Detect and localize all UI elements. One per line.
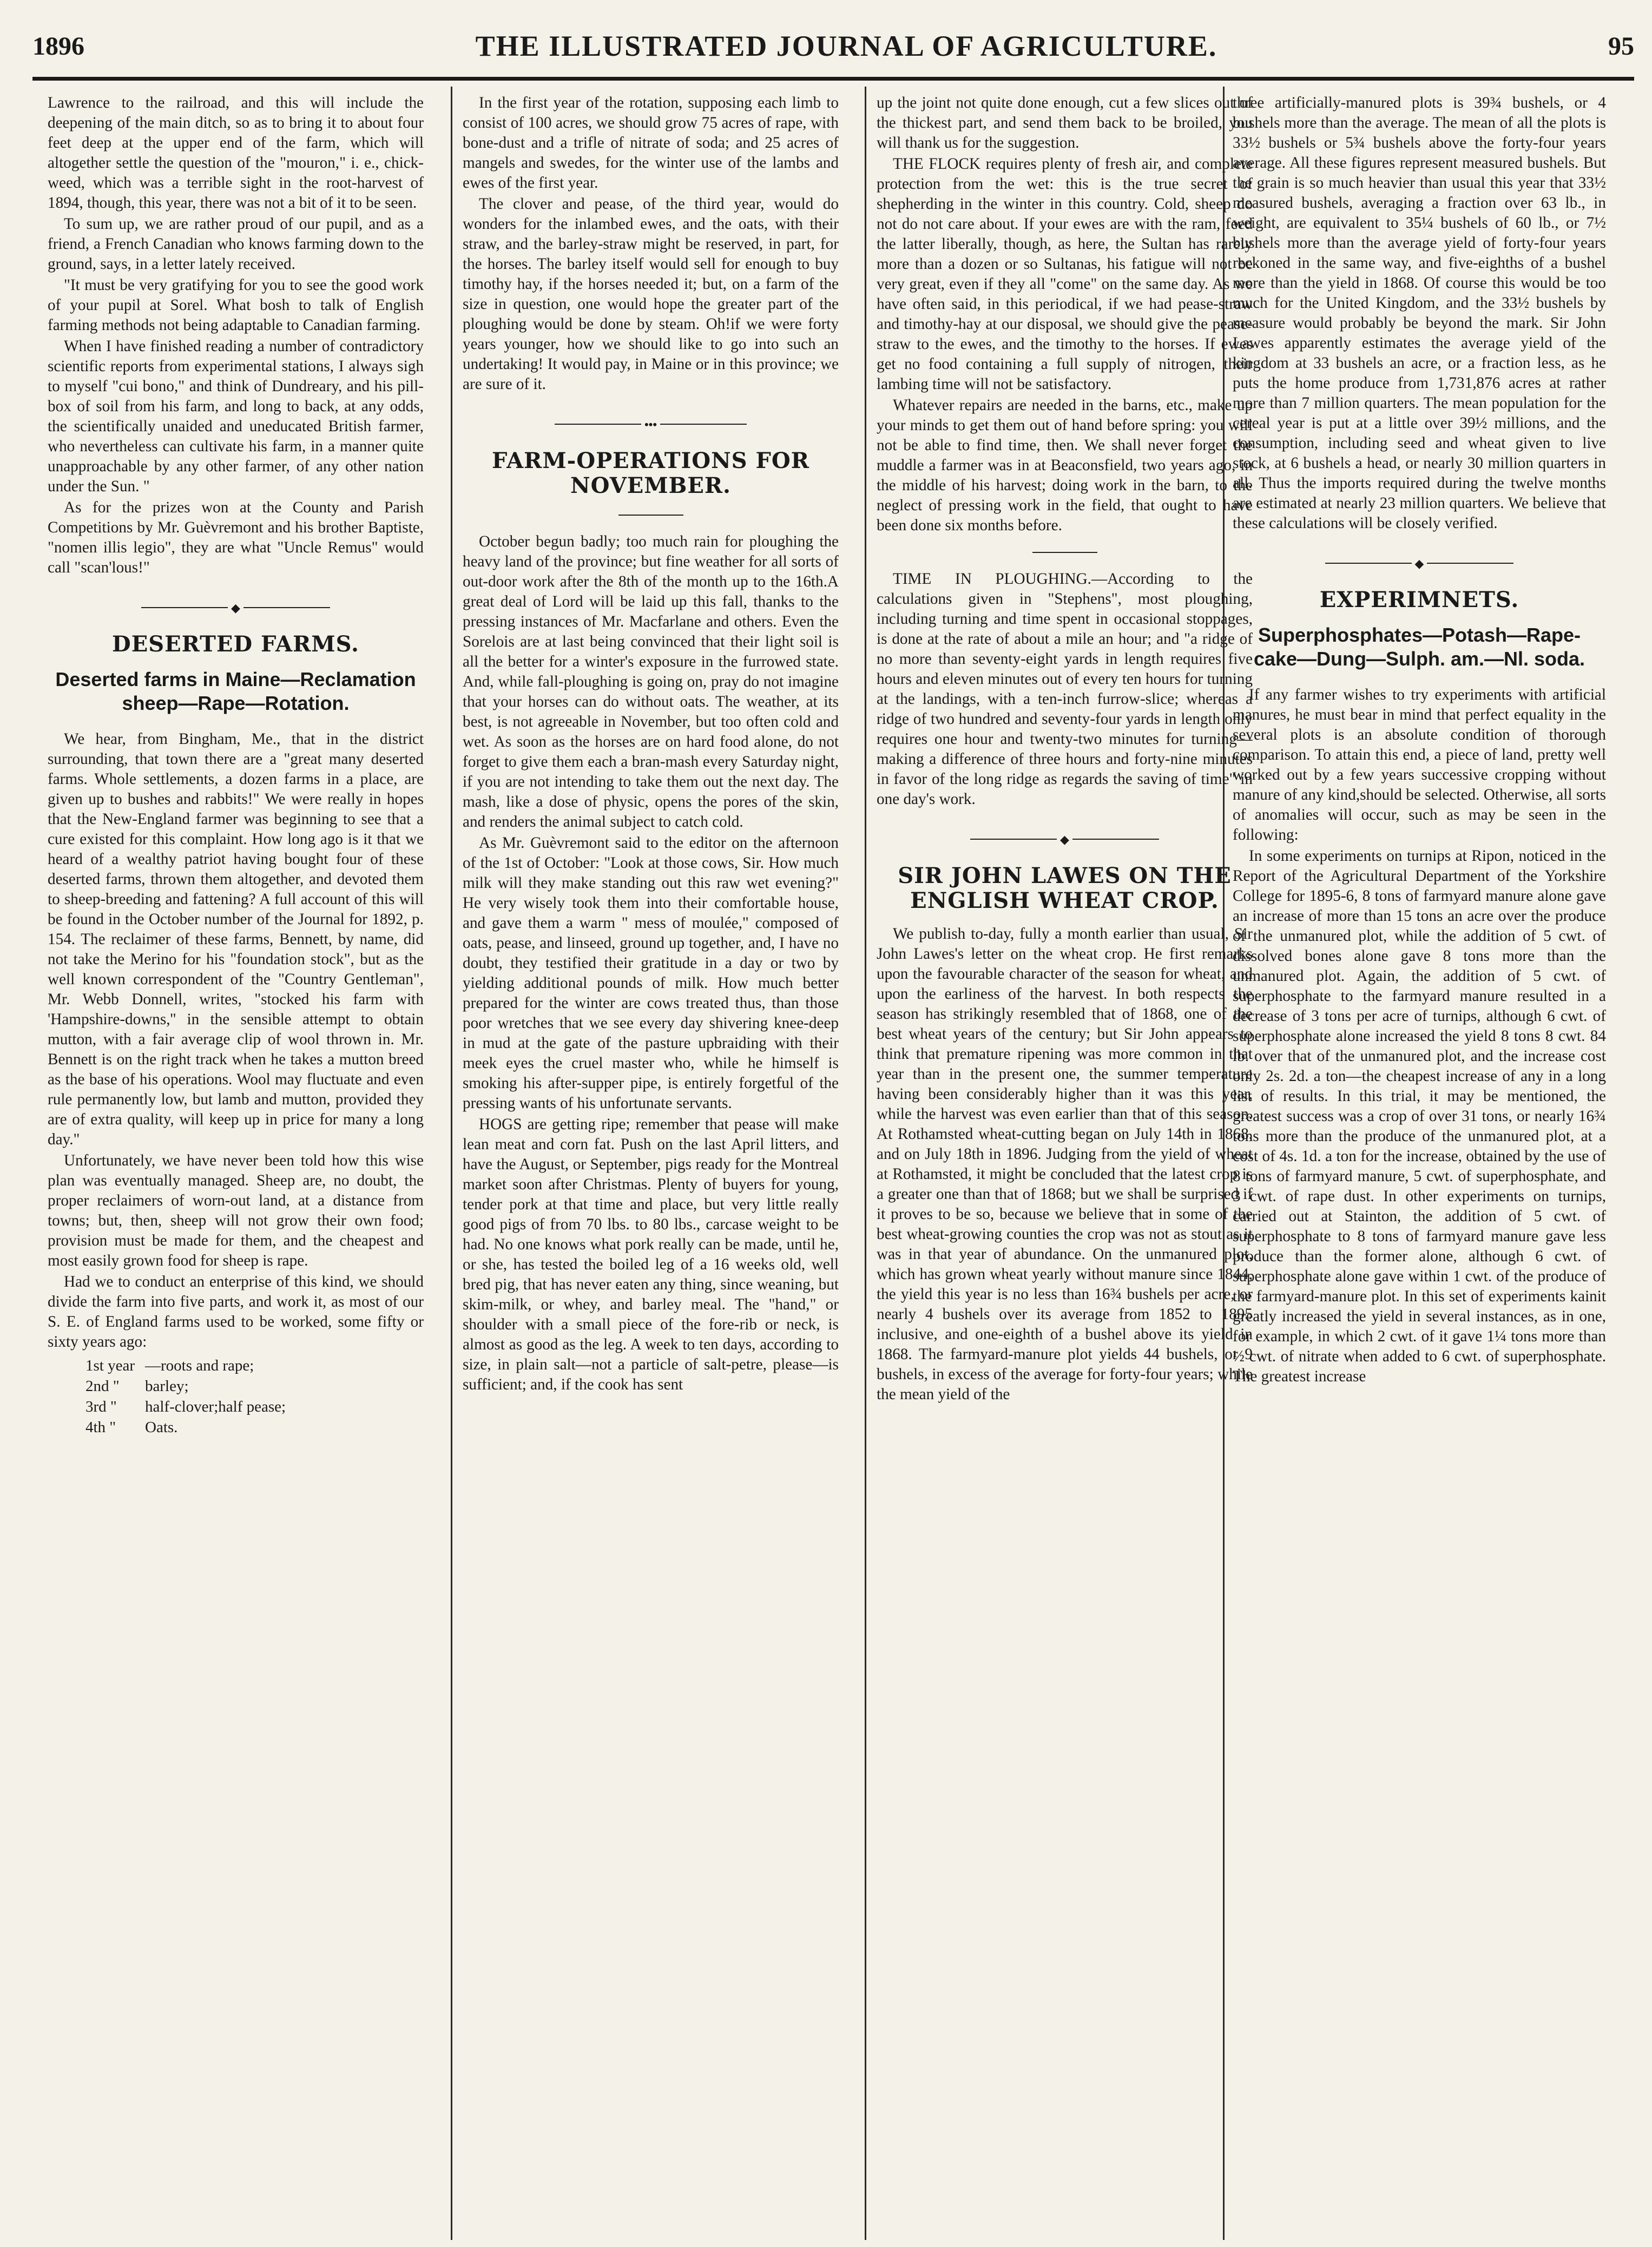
title-rule <box>618 515 683 516</box>
paragraph: Whatever repairs are needed in the barns, etc., make up your minds to get them out of hand before spring: you will not be able to find time, then. We shall never forget the muddle a farmer was in at Beaconsfield, two years ago, in the middle of his harvest; doing work in the barn, to the neglect of pressing work in the field, that ought to have been done six months before. <box>877 397 1253 534</box>
paragraph: HOGS are getting ripe; remember that pease will make lean meat and corn fat. Push on the last April litters, and have the August, or September, pigs ready for the Montreal market soon after Christmas. Plenty of buyers for young, tender pork at that time and place, but very little really good pigs of from 70 lbs. to 80 lbs., carcase weight to be had. No one knows what pork really can be made, until he, or she, has tested the boiled leg of a 16 weeks old, well bred pig, that has never eaten any thing, since weaning, but skim-milk, or whey, and barley meal. The "hand," or shoulder with a small piece of the fore-rib or neck, is almost as good as the leg. A week to ten days, according to size, in plain salt—not a particle of salt-petre, please—is sufficient; and, if the cook has sent <box>463 1115 839 1393</box>
paragraph: We hear, from Bingham, Me., that in the district surrounding, that town there are a "great many deserted farms. Whole settlements, a dozen farms in a place, are given up to bushes and rabbits!" We were really in hopes that the New-England farmer was beginning to see that a cure existed for this complaint. How long ago is it that we heard of a wealthy patriot having bought four of these deserted farms, thrown them altogether, and devoted them to sheep-breeding and fattening? A full account of this will be found in the October number of the Journal for 1892, p. 154. The reclaimer of these farms, Bennett, by name, did not take the Merino for his "foundation stock", but as the well known correspondent of the "Country Gentleman", Mr. Webb Donnell, writes, "stocked his farm with 'Hampshire-downs,'' in the sensible attempt to obtain mutton, with a fair average clip of wool thrown in. Mr. Bennett is on the right track when he takes a mutton breed as the base of his operations. Wool may fluctuate and even rule permanently low, but lamb and mutton, provided they are of extra quality, will keep up in price for many a long day." <box>48 730 424 1148</box>
column-3 <box>877 93 1253 2230</box>
section-title: EXPERIMNETS. <box>1319 587 1519 612</box>
column-4 <box>1233 93 1606 2230</box>
page-number: 95 <box>1608 31 1634 61</box>
paragraph: When I have finished reading a number of contradictory scientific reports from experimental stations, I always sigh to myself "cui bono," and think of Dundreary, and his pill-box of soil from his farm, and long to back, at any odds, the scientifically unaided and uneducated British farmer, who nevertheless can cultivate his farm, in a manner quite unapproachable by any other farmer, of any other nation under the Sun. " <box>48 338 424 495</box>
section-title: SIR JOHN LAWES ON THE ENGLISH WHEAT CROP. <box>898 862 1232 913</box>
header-year: 1896 <box>32 31 84 61</box>
paragraph: Had we to conduct an enterprise of this kind, we should divide the farm into five parts, and work it, as most of our S. E. of England farms used to be worked, some fifty or sixty years ago: <box>48 1273 424 1350</box>
article-subtitle: Superphosphates—Potash—Rape-cake—Dung—Sulph. am.—Nl. soda. <box>1253 623 1585 670</box>
separator-rule <box>1032 552 1097 553</box>
paragraph: three artificially-manured plots is 39¾ bushels, or 4 bushels more than the average. The mean of all the plots is 33½ bushels or 5¾ bushels above the forty-four years average. All these figures represent measured bushels. But the grain is so much heavier than usual this year that 33½ measured bushels, averaging a fraction over 63 lb., in weight, are equivalent to 35¼ bushels of 60 lb., or 7½ bushels more than the average yield of forty-four years reckoned in the same way, and five-eighths of a bushel more than the yield in 1868. Of course this would be too much for the United Kingdom, and the 33½ bushels by measure would probably be beyond the mark. Sir John Lawes apparently estimates the average yield of the kingdom at 33 bushels an acre, or a fraction less, as he puts the home produce from 1,731,876 acres at rather more than 7 million quarters. The mean population for the cereal year is put at a little over 39½ millions, and the consumption, including seed and wheat given to live stock, at 6 bushels a head, or nearly 30 million quarters in all. Thus the imports required during the twelve months are estimated at nearly 23 million quarters. We believe that these calculations will be closely verified. <box>1233 94 1606 532</box>
section-ornament: ◆ <box>1233 552 1606 574</box>
running-head <box>32 23 1634 69</box>
article-subtitle: Deserted farms in Maine—Reclamation sheep—Rape—Rotation. <box>55 668 416 714</box>
rotation-list <box>85 1355 424 1438</box>
column-2 <box>463 93 839 2230</box>
column-1 <box>48 93 424 2230</box>
paragraph: October begun badly; too much rain for ploughing the heavy land of the province; but fine weather for all sorts of out-door work after the 8th of the month up to the 16th.A great deal of Lord will be laid up this fall, thanks to the pressing instances of Mr. Macfarlane and others. Even the Sorelois are at last being convinced that their light soil is all the better for a winter's exposure in the furrowed state. And, while fall-ploughing is going on, pray do not imagine that your horses can do without oats. The weather, at its best, is not agreeable in November, but too often cold and wet. As soon as the horses are on hard food alone, do not forget to give them each a bran-mash every Saturday night, if you are not intending to take them out the next day. The mash, like a dose of physic, opens the pores of the skin, and renders the animal subject to catch cold. <box>463 532 839 831</box>
paragraph: To sum up, we are rather proud of our pupil, and as a friend, a French Canadian who knows farming down to the ground, says, in a letter lately received. <box>48 215 424 273</box>
section-ornament: ••• <box>463 413 839 434</box>
header-rule <box>32 77 1634 81</box>
rotation-item: 1st year —roots and rape; <box>85 1356 254 1374</box>
paragraph: THE FLOCK requires plenty of fresh air, and complete protection from the wet: this is the true secret of shepherding in the winter in this country. Cold, sheep do not do not care about. If your ewes are with the ram, feed the latter liberally, though, as here, the Sultan has rarely more than a dozen or so Sultanas, his fatigue will not be very great, even if they all "come" on the same day. As we have often said, in this periodical, if we had pease-straw and timothy-hay at our disposal, we should give the pease-straw to the ewes, and the timothy to the horses. If ewes get no food containing a full supply of nitrogen, their lambing time will not be satisfactory. <box>877 155 1253 393</box>
paragraph: The clover and pease, of the third year, would do wonders for the inlambed ewes, and the oats, with their straw, and the barley-straw might be reserved, in part, for the horses. The barley itself would sell for enough to buy timothy hay, if the horses needed it; but, on a farm of the size in question, one would hope the greater part of the ploughing would be done by steam. Oh!if we were forty years younger, how we should like to go into such an undertaking! It would pay, in Maine or in this province; we are sure of it. <box>463 195 839 393</box>
section-ornament: ◆ <box>48 596 424 618</box>
paragraph: As for the prizes won at the County and Parish Competitions by Mr. Guèvremont and his brother Baptiste, "nomen illis legio", they are what "Uncle Remus" would call "scan'lous!" <box>48 499 424 576</box>
section-title: FARM-OPERATIONS FOR NOVEMBER. <box>492 447 809 498</box>
section-title: DESERTED FARMS. <box>112 631 359 657</box>
journal-title: THE ILLUSTRATED JOURNAL OF AGRICULTURE. <box>475 30 1217 62</box>
rotation-item: 4th " Oats. <box>85 1418 178 1436</box>
rotation-item: 2nd " barley; <box>85 1377 189 1395</box>
paragraph: In the first year of the rotation, supposing each limb to consist of 100 acres, we should grow 75 acres of rape, with bone-dust and a trifle of nitrate of soda; and 25 acres of mangels and swedes, for the winter use of the lambs and ewes of the first year. <box>463 94 839 192</box>
paragraph: If any farmer wishes to try experiments with artificial manures, he must bear in mind that perfect equality in the several plots is an absolute condition of thorough comparison. To attain this end, a piece of land, pretty well worked out by a few years successive cropping without manure of any kind,should be selected. Otherwise, all sorts of anomalies will occur, such as may be seen in the following: <box>1233 686 1606 844</box>
column-divider <box>451 87 452 2240</box>
rotation-item: 3rd " half-clover;half pease; <box>85 1398 286 1415</box>
paragraph: Unfortunately, we have never been told how this wise plan was eventually managed. Sheep are, no doubt, the proper reclaimers of worn-out land, at a distance from towns; but, then, sheep will not grow their own food; provision must be made for them, and the cheapest and most easily grown food for sheep is rape. <box>48 1151 424 1269</box>
paragraph: As Mr. Guèvremont said to the editor on the afternoon of the 1st of October: "Look at those cows, Sir. How much milk will they make standing out this raw wet evening?" He very wisely took them into their comfortable house, and gave them a warm " mess of moulée," composed of oats, pease, and linseed, ground up together, and, I have no doubt, they testified their gratitude in a day or two by yielding additional pounds of milk. How much better prepared for the winter are cows treated thus, than those poor wretches that we see every day shivering knee-deep in mud at the gate of the pasture upbraiding with their meek eyes the cruel master who, while he himself is smoking his after-supper pipe, is entirely forgetful of the pressing wants of his unfortunate servants. <box>463 834 839 1112</box>
paragraph: up the joint not quite done enough, cut a few slices out of the thickest part, and send them back to be broiled, you will thank us for the suggestion. <box>877 94 1253 151</box>
paragraph: "It must be very gratifying for you to see the good work of your pupil at Sorel. What bosh to talk of English farming methods not being adaptable to Canadian farming. <box>48 276 424 334</box>
section-ornament: ◆ <box>877 828 1253 849</box>
paragraph: We publish to-day, fully a month earlier than usual, Sir John Lawes's letter on the wheat crop. He first remarks upon the favourable character of the season for wheat, and upon the earliness of the harvest. In both respects the season has strikingly resembled that of 1868, one of the best wheat years of the century; but Sir John appears to think that premature ripening was more common in that year than in the present one, the summer temperature having been considerably higher than it was this year, while the harvest was even earlier than that of this season. At Rothamsted wheat-cutting began on July 14th in 1868, and on July 18th in 1896. Judging from the yield of wheat at Rothamsted, it might be concluded that the latest crop is a greater one than that of 1868; but we shall be surprised if it proves to be so, because we believe that in some of the best wheat-growing counties the crop was not as stout as it was in that year of abundance. On the unmanured plot, which has grown wheat yearly without manure since 1844, the yield this year is no less than 16¾ bushels per acre, or nearly 4 bushels over its average from 1852 to 1895 inclusive, and one-eighth of a bushel above its yield in 1868. The farmyard-manure plot yields 44 bushels, or 9 bushels, in excess of the average for forty-four years; while the mean yield of the <box>877 925 1253 1403</box>
paragraph: In some experiments on turnips at Ripon, noticed in the Report of the Agricultural Department of the Yorkshire College for 1895-6, 8 tons of farmyard manure alone gave an increase of more than 15 tons an acre over the produce of the unmanured plot, while the addition of 5 cwt. of dissolved bones alone gave 8 tons more than the unmanured plot. Again, the addition of 5 cwt. of superphosphate to the farmyard manure resulted in a decrease of 3 tons per acre of turnips, although 6 cwt. of superphosphate alone increased the yield 8 tons 8 cwt. 84 lb. over that of the unmanured plot, and the increase cost only 2s. 2d. a ton—the cheapest increase of any in a long list of results. In this trial, it may be mentioned, the greatest success was a crop of over 31 tons, or nearly 16¾ tons more than the produce of the unmanured plot, at a cost of 4s. 1d. a ton for the increase, obtained by the use of 8 tons of farmyard manure, 5 cwt. of superphosphate, and 3 cwt. of rape dust. In other experiments on turnips, carried out at Stainton, the addition of 5 cwt. of superphosphate to 8 tons of farmyard manure gave less produce than the former alone, although 6 cwt. of superphosphate alone gave within 1 cwt. of the produce of the farmyard-manure plot. In this set of experiments kainit greatly increased the yield in several instances, as in one, for example, in which 2 cwt. of it gave 1¼ tons more than ½ cwt. of nitrate when added to 6 cwt. of superphosphate. The greatest increase <box>1233 847 1606 1385</box>
column-divider <box>865 87 866 2240</box>
paragraph: TIME IN PLOUGHING.—According to the calculations given in "Stephens", most ploughing, including turning and time spent in occasional stoppages, is done at the rate of about a mile an hour; and "a ridge of no more than seventy-eight yards in length requires five hours and eleven minutes out of every ten hours for turning at the landings, with a ten-inch furrow-slice; whereas a ridge of two hundred and seventy-four yards in length only requires one hour and twenty-two minutes for turning—making a difference of three hours and forty-nine minutes in favor of the long ridge as regards the saving of time" in one day's work. <box>877 570 1253 808</box>
paragraph: Lawrence to the railroad, and this will include the deepening of the main ditch, so as to bring it to about four feet deep at the upper end of the farm, which will altogether settle the question of the "mouron," i. e., chick-weed, which was a terrible sight in the root-harvest of 1894, though, this year, there was not a bit of it to be seen. <box>48 94 424 212</box>
